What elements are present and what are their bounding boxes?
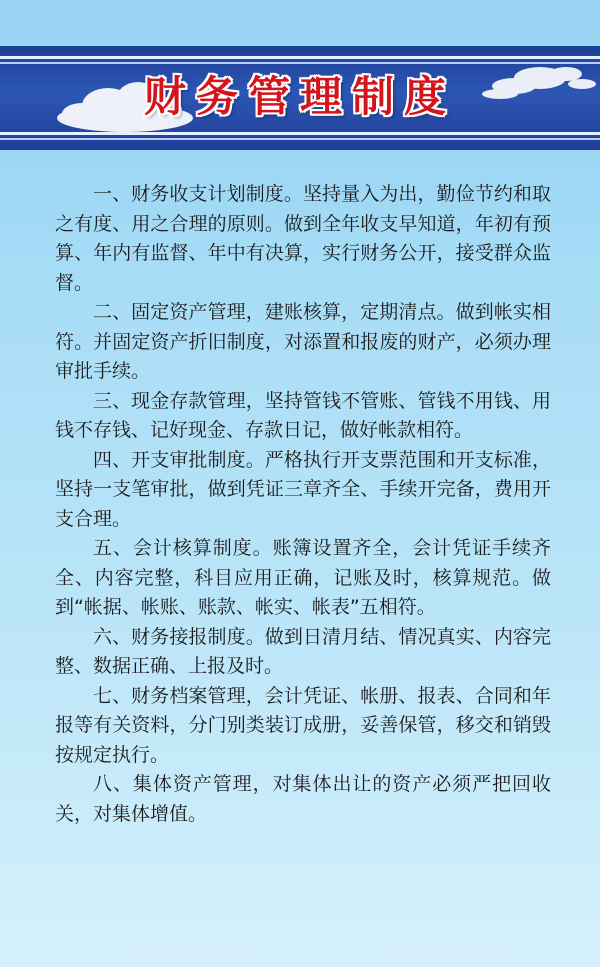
rule-paragraph: 四、开支审批制度。严格执行开支票范围和开支标准，坚持一支笔审批，做到凭证三章齐全、手续开完备，费用开支合理。 [55,448,551,530]
rule-paragraph: 二、固定资产管理，建账核算，定期清点。做到帐实相符。并固定资产折旧制度，对添置和报废的财产，必须办理审批手续。 [55,301,551,382]
rule-paragraph: 一、财务收支计划制度。坚持量入为出，勤俭节约和取之有度、用之合理的原则。做到全年收支早知道，年初有预算、年内有监督、年中有决算，实行财务公开，接受群众监督。 [55,183,551,294]
page-title: 财务管理制度 [143,72,456,121]
banner-stripe [0,138,600,140]
rule-paragraph: 六、财务接报制度。做到日清月结、情况真实、内容完整、数据正确、上报及时。 [55,625,551,677]
rules-body [55,180,551,829]
rule-paragraph: 七、财务档案管理，会计凭证、帐册、报表、合同和年报等有关资料，分门别类装订成册，妥善保管，移交和销毁按规定执行。 [55,684,551,766]
rule-paragraph: 三、现金存款管理，坚持管钱不管账、管钱不用钱、用钱不存钱、记好现金、存款日记，做好帐款相符。 [55,389,551,441]
title-banner [0,46,600,150]
rule-paragraph: 五、会计核算制度。账簿设置齐全，会计凭证手续齐全、内容完整，科目应用正确，记账及时，核算规范。做到“帐据、帐账、账款、帐实、帐表”五相符。 [55,537,551,618]
top-sky-strip [0,0,600,46]
banner-stripe [0,56,600,59]
rule-paragraph: 八、集体资产管理，对集体出让的资产必须严把回收关，对集体增值。 [55,773,551,825]
